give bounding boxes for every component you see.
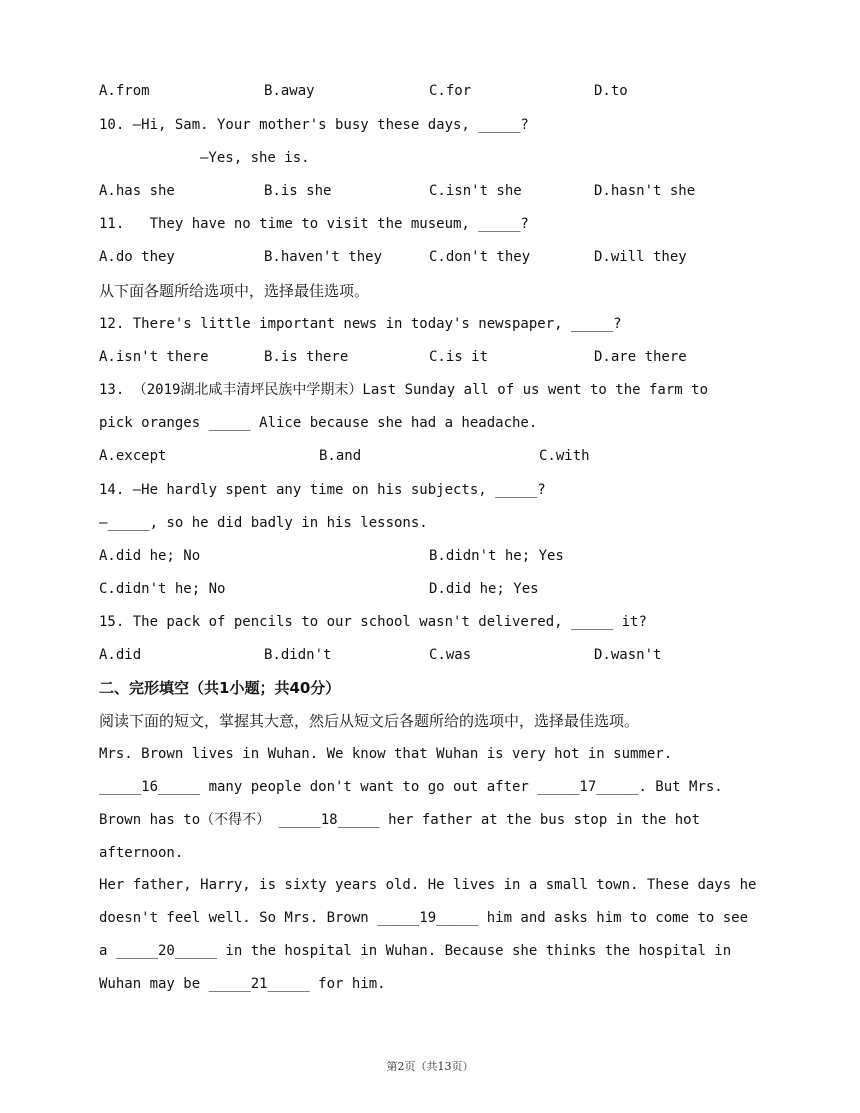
q12-option-a: A.isn't there xyxy=(99,349,209,365)
passage-line-8: Wuhan may be _____21_____ for him. xyxy=(99,976,386,992)
q10-stem: 10. —Hi, Sam. Your mother's busy these days, _____? xyxy=(99,117,529,133)
section-heading: 二、完形填空（共1小题；共40分） xyxy=(99,679,341,697)
passage-line-1: Mrs. Brown lives in Wuhan. We know that Wuhan is very hot in summer. xyxy=(99,746,673,762)
q11-option-c: C.don't they xyxy=(429,249,531,265)
page-footer: 第2页（共13页） xyxy=(386,1060,474,1073)
q11-option-b: B.haven't they xyxy=(264,249,383,265)
q12-option-b: B.is there xyxy=(264,349,349,365)
q15-stem: 15. The pack of pencils to our school wasn't delivered, _____ it? xyxy=(99,614,647,630)
passage-line-6: doesn't feel well. So Mrs. Brown _____19_____ him and asks him to come to see xyxy=(99,910,749,926)
q10-option-b: B.is she xyxy=(264,183,332,199)
q13-stem-line2: pick oranges _____ Alice because she had a headache. xyxy=(99,415,538,431)
q9-option-b: B.away xyxy=(264,83,315,99)
q15-option-d: D.wasn't xyxy=(594,647,662,663)
passage-line-7: a _____20_____ in the hospital in Wuhan. Because she thinks the hospital in xyxy=(99,943,732,959)
q11-option-a: A.do they xyxy=(99,249,175,265)
section-instruction: 阅读下面的短文，掌握其大意，然后从短文后各题所给的选项中，选择最佳选项。 xyxy=(99,712,640,730)
q14-reply: —_____, so he did badly in his lessons. xyxy=(99,515,428,531)
q11-option-d: D.will they xyxy=(594,249,687,265)
passage-line-5: Her father, Harry, is sixty years old. He lives in a small town. These days he xyxy=(99,877,757,893)
q9-option-c: C.for xyxy=(429,83,472,99)
passage-line-4: afternoon. xyxy=(99,845,184,861)
q14-stem: 14. —He hardly spent any time on his subjects, _____? xyxy=(99,482,546,498)
q15-option-c: C.was xyxy=(429,647,472,663)
q13-option-b: B.and xyxy=(319,448,362,464)
q10-reply: —Yes, she is. xyxy=(200,150,310,166)
q13-option-a: A.except xyxy=(99,448,167,464)
q10-option-d: D.hasn't she xyxy=(594,183,696,199)
q15-option-a: A.did xyxy=(99,647,142,663)
q9-option-a: A.from xyxy=(99,83,150,99)
q12-option-c: C.is it xyxy=(429,349,489,365)
q13-stem-line1: 13. （2019湖北咸丰清坪民族中学期末）Last Sunday all of us went to the farm to xyxy=(99,382,709,398)
q14-option-b: B.didn't he; Yes xyxy=(429,548,564,564)
q9-option-d: D.to xyxy=(594,83,628,99)
q15-option-b: B.didn't xyxy=(264,647,332,663)
passage-line-2: _____16_____ many people don't want to go out after _____17_____. But Mrs. xyxy=(99,779,723,795)
q10-option-a: A.has she xyxy=(99,183,175,199)
q14-option-d: D.did he; Yes xyxy=(429,581,539,597)
instruction-text: 从下面各题所给选项中，选择最佳选项。 xyxy=(99,282,370,300)
q12-option-d: D.are there xyxy=(594,349,687,365)
q10-option-c: C.isn't she xyxy=(429,183,522,199)
q11-stem: 11. They have no time to visit the museum, _____? xyxy=(99,216,529,232)
passage-line-3: Brown has to（不得不） _____18_____ her father at the bus stop in the hot xyxy=(99,812,701,828)
q14-option-c: C.didn't he; No xyxy=(99,581,226,597)
q13-option-c: C.with xyxy=(539,448,590,464)
q12-stem: 12. There's little important news in today's newspaper, _____? xyxy=(99,316,622,332)
q14-option-a: A.did he; No xyxy=(99,548,201,564)
